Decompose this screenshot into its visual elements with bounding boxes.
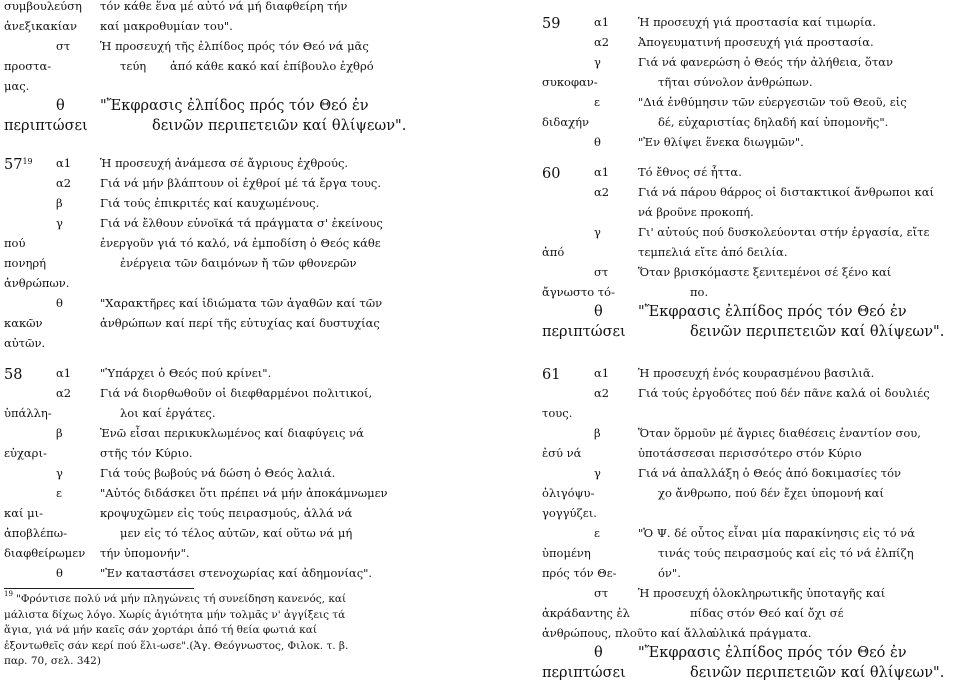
left-line: Γιά νά διορθωθοῦν οἱ διεφθαρμένοι πολιτικοί, xyxy=(100,386,373,400)
right-line: ε xyxy=(594,526,600,540)
left-line: Γιά τούς βωβούς νά δώση ὁ Θεός λαλιά. xyxy=(100,466,336,480)
left-line: δεινῶν περιπετειῶν καί θλίψεων". xyxy=(152,118,407,134)
right-line: νά βροῦνε προκοπή. xyxy=(638,205,754,219)
left-line: θ xyxy=(56,566,63,580)
left-line: $57^{19}$ xyxy=(4,157,33,173)
left-line: διαφθείρωμεν xyxy=(4,546,86,560)
right-line: α1 xyxy=(594,366,610,380)
left-line: καί μακροθυμίαν του". xyxy=(100,19,233,33)
left-line: Ἡ προσευχή ἀνάμεσα σέ ἄγριους ἐχθρούς. xyxy=(100,156,349,170)
left-line: Γιά νά μήν βλάπτουν οἱ ἐχθροί μέ τά ἔργα τους. xyxy=(100,176,381,190)
right-line: πίδας στόν Θεό καί ὄχι σέ xyxy=(690,606,844,620)
right-line: Ἡ προσευχή ἑνός κουρασμένου βασιλιᾶ. xyxy=(638,366,875,380)
right-line: στ xyxy=(594,265,609,279)
right-line: συκοφαν- xyxy=(542,75,598,89)
right-line: Τό ἔθνος σέ ἧττα. xyxy=(638,165,742,179)
left-line: "Χαρακτῆρες καί ἰδιώματα τῶν ἀγαθῶν καί τῶν xyxy=(100,296,383,310)
left-line: αὐτῶν. xyxy=(4,336,46,350)
left-line: α1 xyxy=(56,366,72,380)
right-line: ὑποτάσσεσαι περισσότερο στόν Κύριο xyxy=(638,446,862,460)
right-line: α1 xyxy=(594,165,610,179)
left-line: στῆς τόν Κύριο. xyxy=(100,446,193,460)
left-line: ἀποβλέπω- xyxy=(4,526,67,540)
left-line: κακῶν xyxy=(4,316,43,330)
footnote-line: ἅγια, γιά νά μήν καεῖς σάν χορτάρι ἀπό τή θεία φωτιά καί xyxy=(4,624,317,636)
right-line: ε xyxy=(594,95,600,109)
left-line: τεύη xyxy=(120,59,147,73)
right-line: 59 xyxy=(542,16,561,32)
right-line: Γιά νά ἀπαλλάξη ὁ Θεός ἀπό δοκιμασίες τόν xyxy=(638,466,901,480)
right-line: Γιά νά πάρου θάρρος οἱ διστακτικοί ἄνθρωποι καί xyxy=(638,185,934,199)
right-line: γογγύζει. xyxy=(542,506,597,520)
left-line: "Αὐτός διδάσκει ὅτι πρέπει νά μήν ἀποκάμνωμεν xyxy=(100,486,388,500)
right-line: ἄγνωστο τό- xyxy=(542,285,615,299)
left-line: τήν ὑπομονήν". xyxy=(100,546,190,560)
left-line: ε xyxy=(56,486,62,500)
right-line: ἐσύ νά xyxy=(542,446,582,460)
right-line: ὑπομένη xyxy=(542,546,591,560)
right-line: χο ἄνθρωπο, πού δέν ἔχει ὑπομονή καί xyxy=(658,486,884,500)
right-line: τῆται σύνολον ἀνθρώπων. xyxy=(658,75,813,89)
right-line: περιπτώσει xyxy=(542,665,626,681)
left-line: εὐχαρι- xyxy=(4,446,47,460)
right-line: 61 xyxy=(542,367,561,383)
right-line: Γιά νά φανερώση ὁ Θεός τήν ἀλήθεια, ὅταν xyxy=(638,55,893,69)
right-line: γ xyxy=(594,55,601,69)
left-line: καί μι- xyxy=(4,506,43,520)
left-line: ἐνεργοῦν γιά τό καλό, νά ἐμποδίση ὁ Θεός κάθε xyxy=(100,236,381,250)
right-line: γ xyxy=(594,466,601,480)
right-line: "Ἐν θλίψει ἕνεκα διωγμῶν". xyxy=(638,135,804,149)
right-line: Γιά τούς ἐργοδότες πού δέν πᾶνε καλά οἱ δουλιές xyxy=(638,386,930,400)
left-line: τόν κάθε ἕνα μέ αὐτό νά μή διαφθείρη τήν xyxy=(100,0,348,13)
left-line: Γιά νά ἔλθουν εὐνοϊκά τά πράγματα σ' ἐκείνους xyxy=(100,216,383,230)
right-line: γ xyxy=(594,225,601,239)
left-line: λοι καί ἐργάτες. xyxy=(120,406,216,420)
right-line: Ἡ προσευχή γιά προστασία καί τιμωρία. xyxy=(638,15,876,29)
right-line: "Διά ἐνθύμησιν τῶν εὐεργεσιῶν τοῦ Θεοῦ, εἰς xyxy=(638,95,907,109)
right-line: Ἡ προσευχή ὁλοκληρωτικῆς ὑποταγῆς καί xyxy=(638,586,886,600)
right-line: 60 xyxy=(542,166,561,182)
left-line: α2 xyxy=(56,386,72,400)
left-line: α2 xyxy=(56,176,72,190)
right-line: θ xyxy=(594,304,603,320)
footnote-marker: 19 xyxy=(22,157,33,166)
left-line: περιπτώσει xyxy=(4,118,88,134)
left-line: μεν εἰς τό τέλος αὐτῶν, καί οὕτω νά μή xyxy=(120,526,353,540)
left-line: Ἐνῶ εἶσαι περικυκλωμένος καί διαφύγεις νά xyxy=(100,426,364,440)
left-line: Ἡ προσευχή τῆς ἐλπίδος πρός τόν Θεό νά μᾶς xyxy=(100,39,369,53)
footnote-separator xyxy=(4,588,194,589)
left-line: ἀνθρώπων καί περί τῆς εὐτυχίας καί δυστυχίας xyxy=(100,316,380,330)
left-line: θ xyxy=(56,296,63,310)
right-line: ἀνθρώπους, πλοῦτο καί ἄλλα xyxy=(542,626,714,640)
right-line: περιπτώσει xyxy=(542,324,626,340)
left-line: ἀνεξικακίαν xyxy=(4,19,77,33)
right-line: στ xyxy=(594,586,609,600)
right-line: ὑλικά πράγματα. xyxy=(712,626,812,640)
right-line: πρός τόν Θε- xyxy=(542,566,617,580)
right-line: θ xyxy=(594,135,601,149)
left-line: ἀνθρώπων. xyxy=(4,276,70,290)
left-line: "Ὑπάρχει ὁ Θεός πού κρίνει". xyxy=(100,366,272,380)
left-line: μας. xyxy=(4,79,30,93)
right-line: ἀκράδαντης ἐλ xyxy=(542,606,630,620)
right-line: Γι' αὐτούς πού δυσκολεύονται στήν ἐργασία, εἴτε xyxy=(638,225,930,239)
right-line: Ὅταν βρισκόμαστε ξενιτεμένοι σέ ξένο καί xyxy=(638,265,892,279)
right-line: δέ, εὐχαριστίας δηλαδή καί ὑπομονῆς". xyxy=(658,115,889,129)
left-line: Γιά τούς ἐπικριτές καί καυχωμένους. xyxy=(100,196,320,210)
right-line: τους. xyxy=(542,406,573,420)
right-line: α1 xyxy=(594,15,610,29)
right-line: "Ἔκφρασις ἐλπίδος πρός τόν Θεό ἐν xyxy=(638,645,907,661)
right-line: θ xyxy=(594,645,603,661)
left-line: θ xyxy=(56,98,65,114)
column-divider xyxy=(507,0,508,672)
left-line: γ xyxy=(56,216,63,230)
left-line: πονηρή xyxy=(4,256,47,270)
left-line: 58 xyxy=(4,367,23,383)
right-line: β xyxy=(594,426,601,440)
right-line: Ἀπογευματινή προσευχή γιά προστασία. xyxy=(638,35,874,49)
right-line: α2 xyxy=(594,185,610,199)
left-line: προστα- xyxy=(4,59,52,73)
footnote-number: 19 xyxy=(4,590,13,598)
footnote-line: ἐξοντωθεῖς σάν κερί πού ἕλι-ωσε".(Ἁγ. Θεόγνωστος, Φιλοκ. τ. β. xyxy=(4,639,349,652)
footnote-line: παρ. 70, σελ. 342) xyxy=(4,655,101,667)
footnote-line: μάλιστα δίχως λόγο. Χωρίς ἁγιότητα μήν τολμᾶς ν' ἀγγίξεις τά xyxy=(4,608,346,621)
left-line: ἀπό κάθε κακό καί ἐπίβουλο ἐχθρό xyxy=(170,59,374,73)
left-line: ὑπάλλη- xyxy=(4,406,52,420)
right-line: α2 xyxy=(594,35,610,49)
right-line: "Ἔκφρασις ἐλπίδος πρός τόν Θεό ἐν xyxy=(638,304,907,320)
right-line: δεινῶν περιπετειῶν καί θλίψεων". xyxy=(690,665,945,681)
right-line: α2 xyxy=(594,386,610,400)
left-line: α1 xyxy=(56,156,72,170)
left-line: β xyxy=(56,426,63,440)
left-line: "Ἔκφρασις ἐλπίδος πρός τόν Θεό ἐν xyxy=(100,98,369,114)
left-line: γ xyxy=(56,466,63,480)
right-line: "Ὁ Ψ. δέ οὗτος εἶναι μία παρακίνησις εἰς τό νά xyxy=(638,526,915,540)
right-line: όν". xyxy=(658,566,681,580)
left-line: "Ἐν καταστάσει στενοχωρίας καί ἀδημονίας". xyxy=(100,566,373,580)
right-line: τινάς τούς πειρασμούς καί εἰς τό νά ἐλπίζη xyxy=(658,546,914,560)
right-line: Ὅταν ὅρμοῦν μέ ἄγριες διαθέσεις ἐναντίον σου, xyxy=(638,426,921,440)
left-line: κροψυχῶμεν εἰς τούς πειρασμούς, ἀλλά νά xyxy=(100,506,353,520)
right-line: διδαχήν xyxy=(542,115,589,129)
right-line: ἀπό xyxy=(542,245,565,259)
left-line: ἐνέργεια τῶν δαιμόνων ἤ τῶν φθονερῶν xyxy=(120,256,357,270)
right-line: τεμπελιά εἴτε ἀπό δειλία. xyxy=(638,245,788,259)
left-line: πού xyxy=(4,236,26,250)
left-line: β xyxy=(56,196,63,210)
right-line: πο. xyxy=(690,285,709,299)
left-line: στ xyxy=(56,39,71,53)
footnote-line: "Φρόντισε πολύ νά μήν πληγώνεις τή συνείδηση κανενός, καί xyxy=(16,593,347,605)
right-line: ὀλιγόψυ- xyxy=(542,486,595,500)
right-line: δεινῶν περιπετειῶν καί θλίψεων". xyxy=(690,324,945,340)
left-line: συμβουλεύση xyxy=(4,0,82,13)
